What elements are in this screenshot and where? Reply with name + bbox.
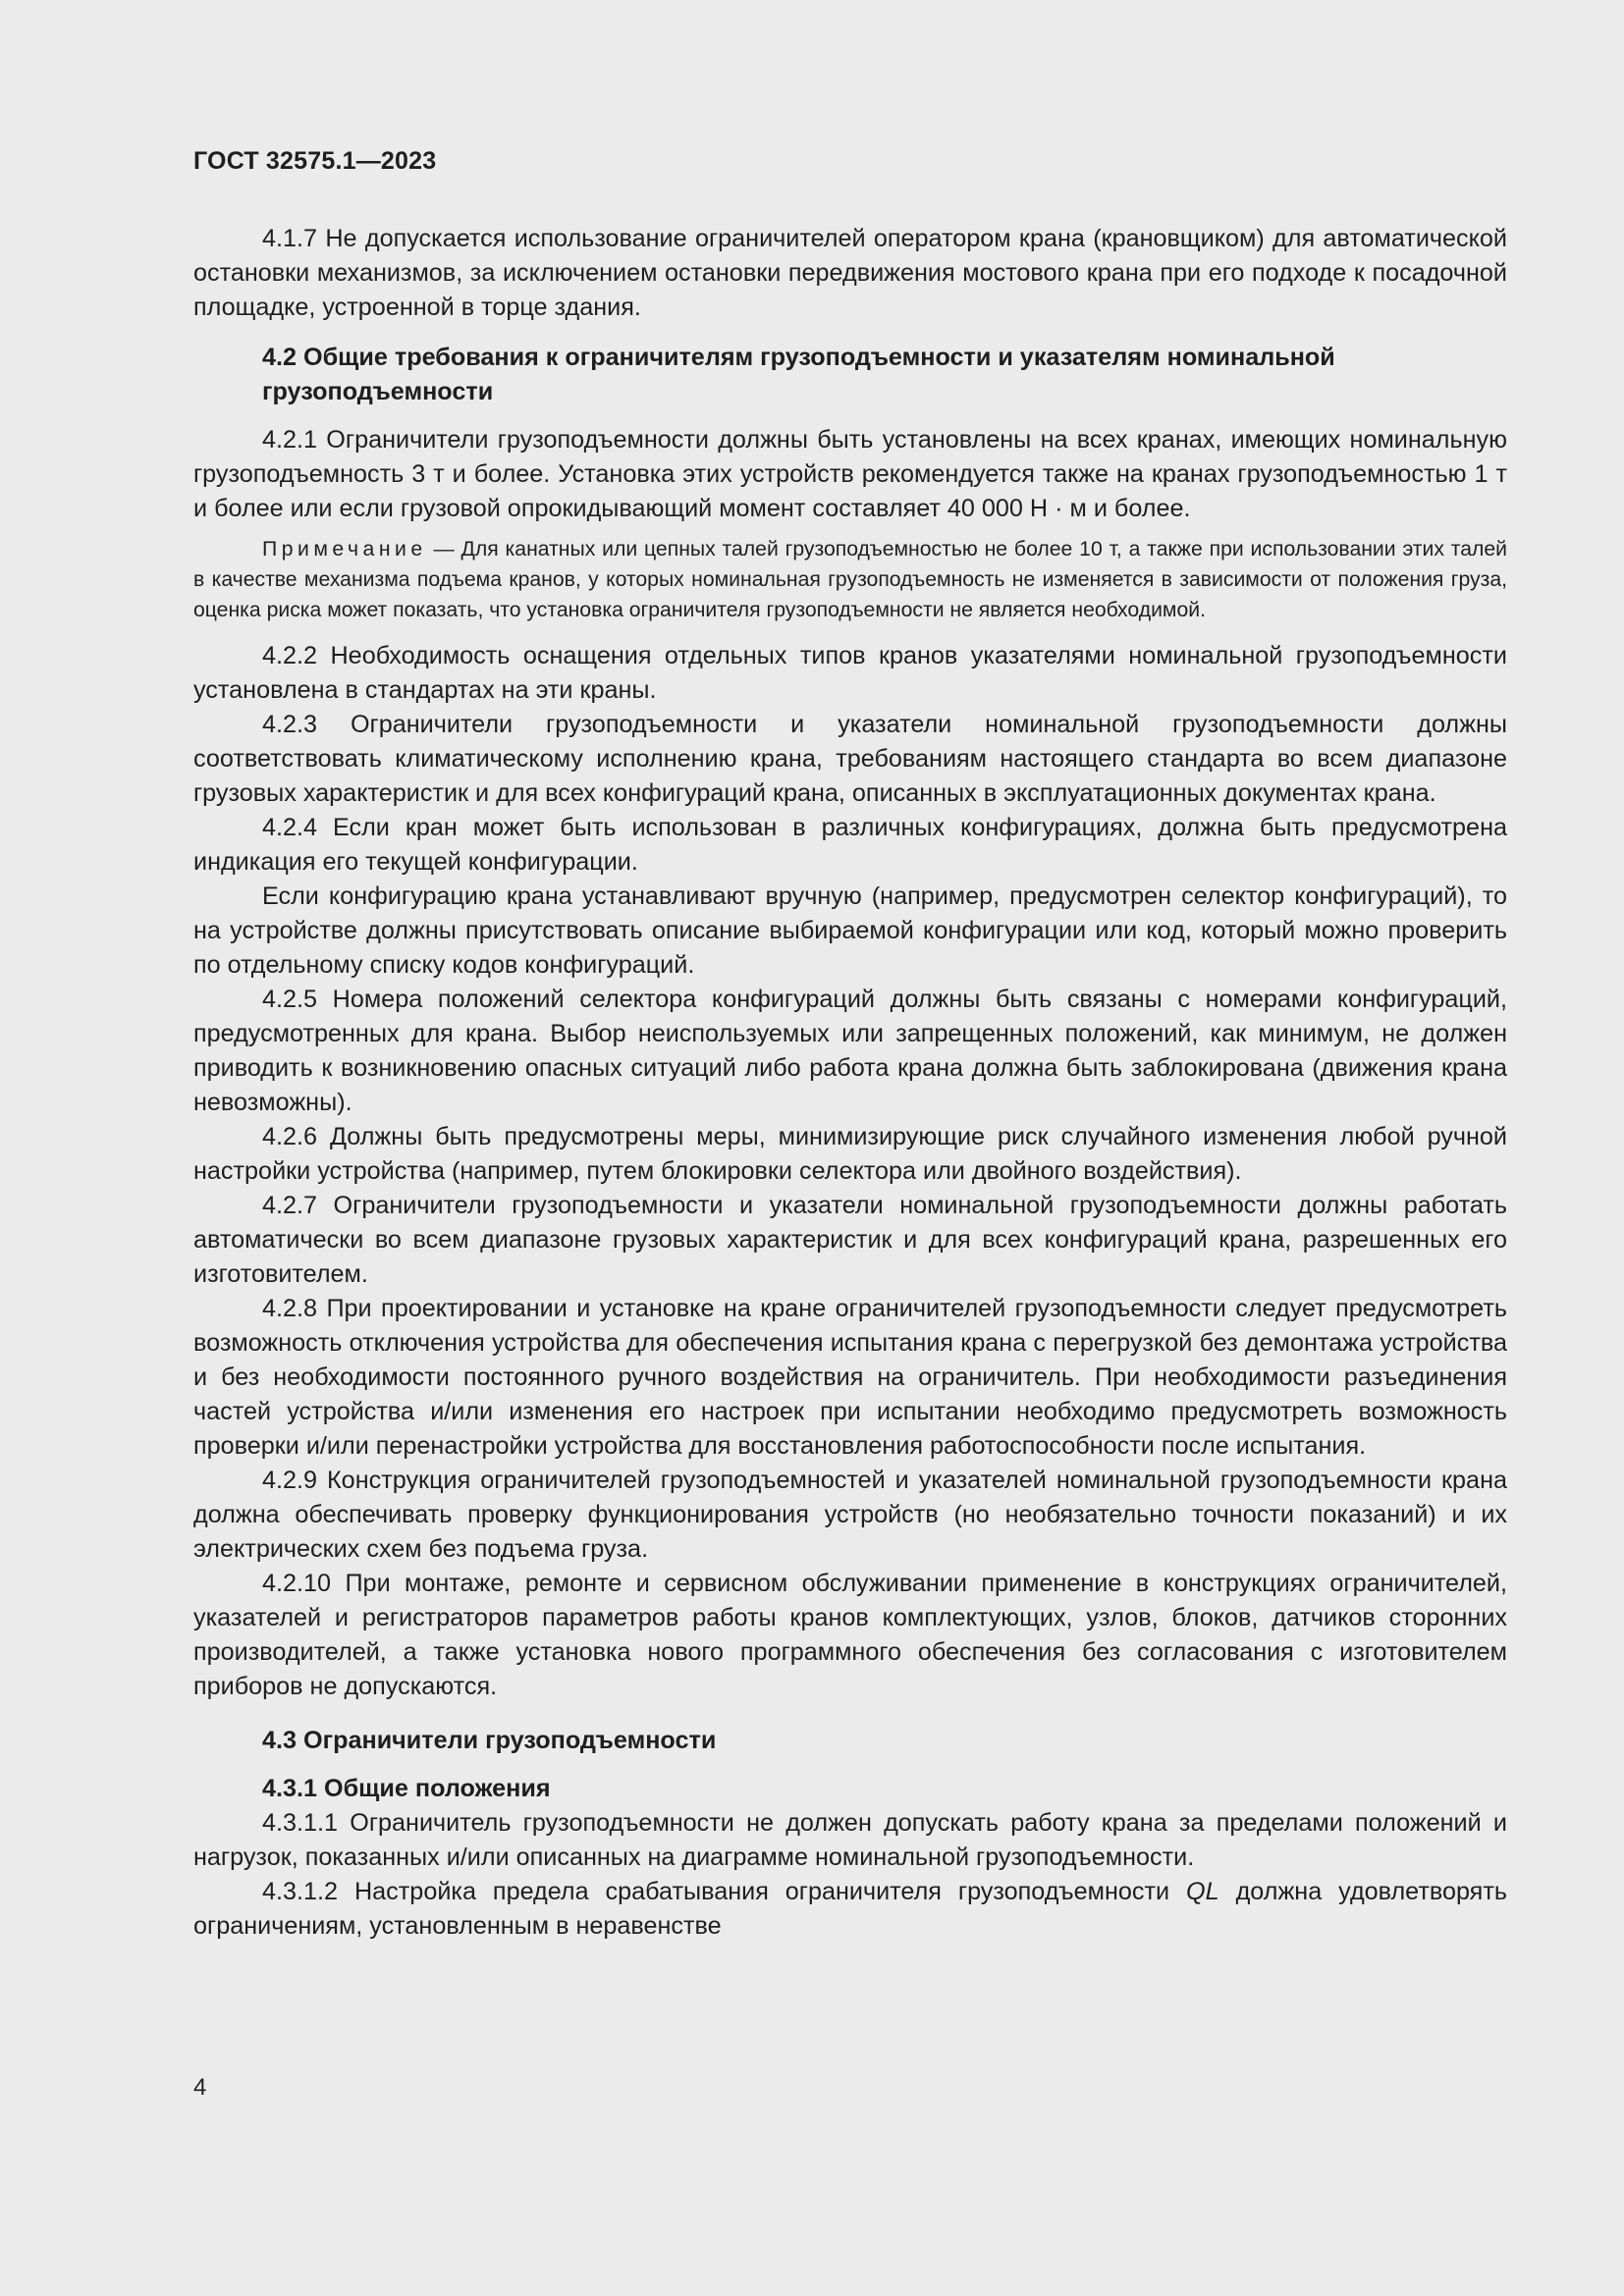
note-block: [193, 534, 1507, 625]
page-number: 4: [193, 2074, 207, 2101]
document-header-code: ГОСТ 32575.1—2023: [193, 147, 437, 175]
paragraph-4-3-1-2-end: должна удовлетворять ограничениям, установленным в неравенстве: [193, 1878, 1507, 1940]
paragraph-4-2-6: 4.2.6 Должны быть предусмотрены меры, минимизирующие риск случайного изменения любой ручной настройки устройства (например, путем блокировки селектора или двойного воздействия).: [193, 1123, 1507, 1185]
paragraph-4-3-1-1: 4.3.1.1 Ограничитель грузоподъемности не должен допускать работу крана за пределами положений и нагрузок, показанных и/или описанных на диаграмме номинальной грузоподъемности.: [193, 1809, 1507, 1871]
paragraph-4-1-7: 4.1.7 Не допускается использование ограничителей оператором крана (крановщиком) для автоматической остановки механизмов, за исключением остановки передвижения мостового крана при его подходе к посадочной площадке, устроенной в торце здания.: [193, 225, 1507, 321]
paragraph-4-2-3: 4.2.3 Ограничители грузоподъемности и указатели номинальной грузоподъемности должны соответствовать климатическому исполнению крана, требованиям настоящего стандарта во всем диапазоне грузовых характеристик и для всех конфигураций крана, описанных в эксплуатационных документах крана.: [193, 711, 1507, 807]
paragraph-4-2-7: 4.2.7 Ограничители грузоподъемности и указатели номинальной грузоподъемности должны работать автоматически во всем диапазоне грузовых характеристик и для всех конфигураций крана, разрешенных его изготовителем.: [193, 1192, 1507, 1288]
paragraph-4-3-1-2: [193, 1875, 1507, 1944]
note-text: — Для канатных или цепных талей грузоподъемностью не более 10 т, а также при использовании этих талей в качестве механизма подъема кранов, у которых номинальная грузоподъемность не изменяется в зависимости от положения груза, оценка риска может показать, что установка ограничителя грузоподъемности не является необходимой.: [193, 538, 1507, 621]
paragraph-4-2-4: 4.2.4 Если кран может быть использован в различных конфигурациях, должна быть предусмотрена индикация его текущей конфигурации.: [193, 814, 1507, 876]
section-heading-4-3: 4.3 Ограничители грузоподъемности: [262, 1727, 717, 1754]
paragraph-4-2-1: 4.2.1 Ограничители грузоподъемности должны быть установлены на всех кранах, имеющих номинальную грузоподъемность 3 т и более. Установка этих устройств рекомендуется также на кранах грузоподъемностью 1 т и более или если грузовой опрокидывающий момент составляет 40 000 Н · м и более.: [193, 426, 1507, 522]
subsection-heading-4-3-1: 4.3.1 Общие положения: [262, 1775, 551, 1802]
paragraph-4-2-10: 4.2.10 При монтаже, ремонте и сервисном обслуживании применение в конструкциях ограничителей, указателей и регистраторов параметров работы кранов комплектующих, узлов, блоков, датчиков сторонних производителей, а также установка нового программного обеспечения без согласования с изготовителем приборов не допускаются.: [193, 1570, 1507, 1700]
symbol-q-l: QL: [1186, 1878, 1219, 1905]
note-label: Примечание: [262, 538, 427, 561]
section-heading-4-2: 4.2 Общие требования к ограничителям грузоподъемности и указателям номинальной грузоподъемности: [262, 344, 1335, 405]
paragraph-4-3-1-2-start: 4.3.1.2 Настройка предела срабатывания ограничителя грузоподъемности: [262, 1878, 1187, 1905]
paragraph-4-2-9: 4.2.9 Конструкция ограничителей грузоподъемностей и указателей номинальной грузоподъемности крана должна обеспечивать проверку функционирования устройств (но необязательно точности показаний) и их электрических схем без подъема груза.: [193, 1467, 1507, 1563]
paragraph-4-2-4-continued: Если конфигурацию крана устанавливают вручную (например, предусмотрен селектор конфигураций), то на устройстве должны присутствовать описание выбираемой конфигурации или код, который можно проверить по отдельному списку кодов конфигураций.: [193, 882, 1507, 979]
paragraph-4-2-5: 4.2.5 Номера положений селектора конфигураций должны быть связаны с номерами конфигураций, предусмотренных для крана. Выбор неиспользуемых или запрещенных положений, как минимум, не должен приводить к возникновению опасных ситуаций либо работа крана должна быть заблокирована (движения крана невозможны).: [193, 986, 1507, 1116]
document-body: [193, 222, 1507, 1944]
paragraph-4-2-2: 4.2.2 Необходимость оснащения отдельных типов кранов указателями номинальной грузоподъемности установлена в стандартах на эти краны.: [193, 642, 1507, 704]
paragraph-4-2-8: 4.2.8 При проектировании и установке на кране ограничителей грузоподъемности следует предусмотреть возможность отключения устройства для обеспечения испытания крана с перегрузкой без демонтажа устройства и без необходимости постоянного ручного воздействия на ограничитель. При необходимости разъединения частей устройства и/или изменения его настроек при испытании необходимо предусмотреть возможность проверки и/или перенастройки устройства для восстановления работоспособности после испытания.: [193, 1295, 1507, 1460]
